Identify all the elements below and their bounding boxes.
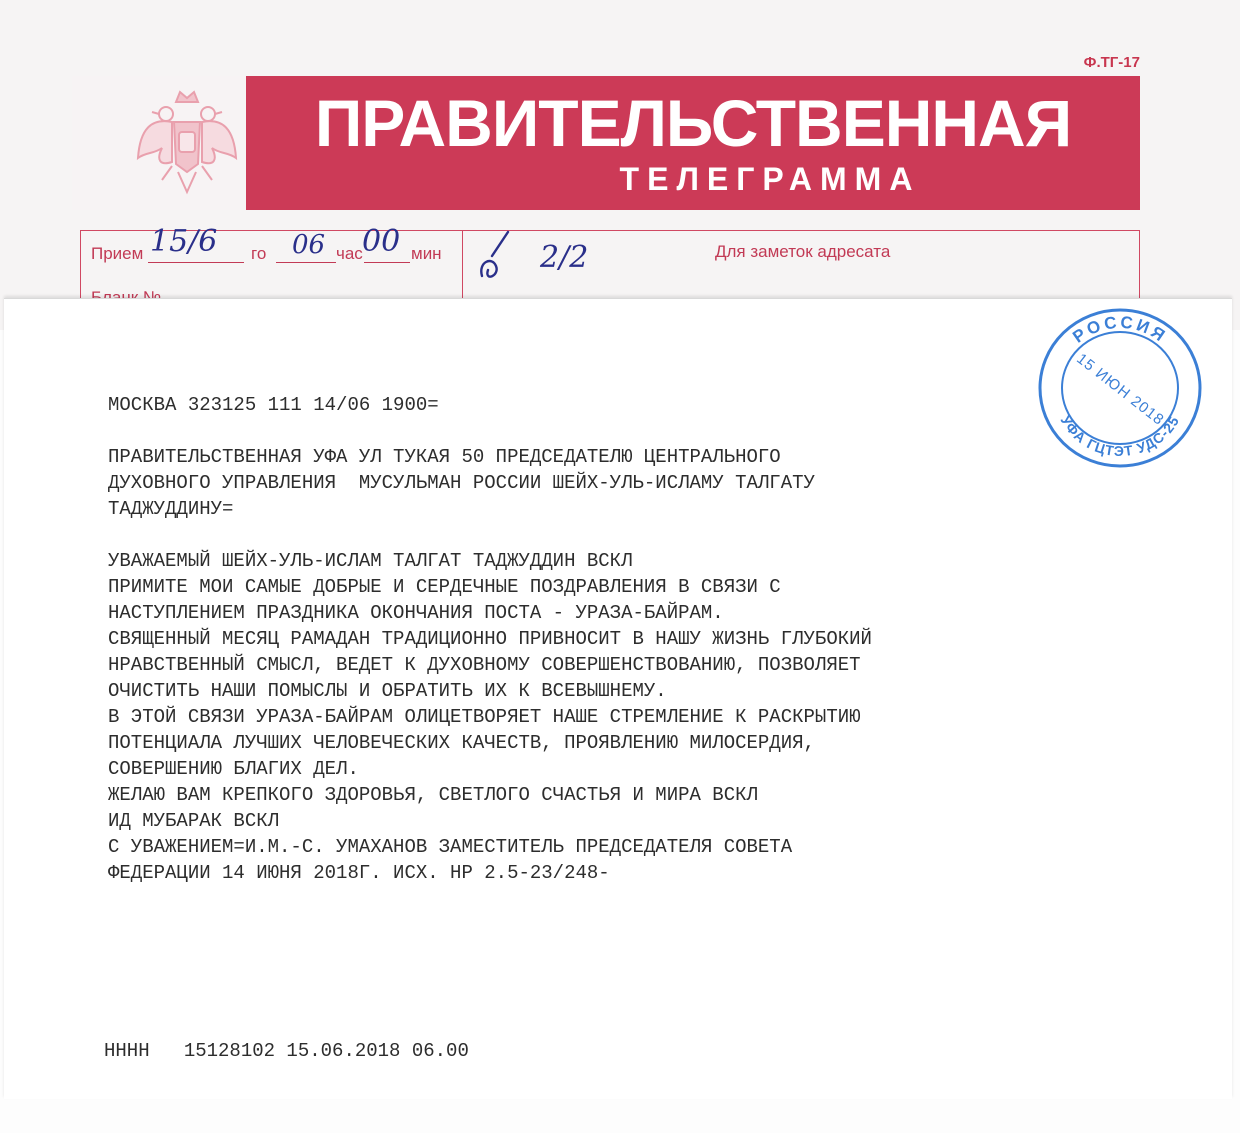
body-line: НРАВСТВЕННЫЙ СМЫСЛ, ВЕДЕТ К ДУХОВНОМУ СОВЕРШЕНСТВОВАНИЮ, ПОЗВОЛЯЕТ	[108, 654, 861, 676]
body-line: ИД МУБАРАК ВСКЛ	[108, 810, 280, 832]
body-line: ЖЕЛАЮ ВАМ КРЕПКОГО ЗДОРОВЬЯ, СВЕТЛОГО СЧАСТЬЯ И МИРА ВСКЛ	[108, 784, 758, 806]
body-line: ФЕДЕРАЦИИ 14 ИЮНЯ 2018Г. ИСХ. НР 2.5-23/248-	[108, 862, 610, 884]
form-subtitle: ТЕЛЕГРАММА	[619, 161, 921, 197]
address-line: ТАДЖУДДИНУ=	[108, 498, 234, 520]
body-line: НАСТУПЛЕНИЕМ ПРАЗДНИКА ОКОНЧАНИЯ ПОСТА - УРАЗА-БАЙРАМ.	[108, 602, 724, 624]
body-line: ПРИМИТЕ МОИ САМЫЕ ДОБРЫЕ И СЕРДЕЧНЫЕ ПОЗДРАВЛЕНИЯ В СВЯЗИ С	[108, 576, 781, 598]
addressee-notes-label: Для заметок адресата	[715, 242, 891, 261]
address-line: ДУХОВНОГО УПРАВЛЕНИЯ МУСУЛЬМАН РОССИИ ШЕЙХ-УЛЬ-ИСЛАМУ ТАЛГАТУ	[108, 472, 815, 494]
stamp-country: РОССИЯ	[1069, 312, 1171, 347]
year-suffix-label: го	[251, 244, 267, 263]
body-line: СОВЕРШЕНИЮ БЛАГИХ ДЕЛ.	[108, 758, 359, 780]
form-title: ПРАВИТЕЛЬСТВЕННАЯ	[314, 86, 1072, 160]
stamp-date: 15 ИЮН 2018	[1073, 350, 1168, 429]
body-line: УВАЖАЕМЫЙ ШЕЙХ-УЛЬ-ИСЛАМ ТАЛГАТ ТАДЖУДДИН ВСКЛ	[108, 550, 633, 572]
telegram-text	[108, 392, 1118, 886]
handwritten-mark-icon	[474, 226, 518, 286]
reception-label: Прием	[91, 244, 144, 263]
postmark-stamp	[1030, 300, 1210, 475]
date-fill-line	[148, 262, 244, 263]
body-line: ОЧИСТИТЬ НАШИ ПОМЫСЛЫ И ОБРАТИТЬ ИХ К ВСЕВЫШНЕМУ.	[108, 680, 667, 702]
hour-label: час	[336, 244, 363, 263]
address-line: ПРАВИТЕЛЬСТВЕННАЯ УФА УЛ ТУКАЯ 50 ПРЕДСЕДАТЕЛЮ ЦЕНТРАЛЬНОГО	[108, 446, 781, 468]
minute-label: мин	[411, 244, 442, 263]
handwritten-minute: 00	[362, 224, 401, 259]
handwritten-date: 15/6	[150, 224, 218, 259]
body-line: ПОТЕНЦИАЛА ЛУЧШИХ ЧЕЛОВЕЧЕСКИХ КАЧЕСТВ, ПРОЯВЛЕНИЮ МИЛОСЕРДИЯ,	[108, 732, 815, 754]
body-line: С УВАЖЕНИЕМ=И.М.-С. УМАХАНОВ ЗАМЕСТИТЕЛЬ ПРЕДСЕДАТЕЛЯ СОВЕТА	[108, 836, 793, 858]
body-line: В ЭТОЙ СВЯЗИ УРАЗА-БАЙРАМ ОЛИЦЕТВОРЯЕТ НАШЕ СТРЕМЛЕНИЕ К РАСКРЫТИЮ	[108, 706, 861, 728]
double-headed-eagle-icon	[132, 88, 242, 200]
hour-fill-line	[276, 262, 336, 263]
telegram-footer: НННН 15128102 15.06.2018 06.00	[104, 1040, 469, 1062]
minute-fill-line	[364, 262, 410, 263]
form-code: Ф.ТГ-17	[1083, 54, 1140, 71]
handwritten-count: 2/2	[540, 240, 589, 275]
stamp-office: УФА ГЦТЭТ УДС-25	[1057, 412, 1183, 460]
body-line: СВЯЩЕННЫЙ МЕСЯЦ РАМАДАН ТРАДИЦИОННО ПРИВНОСИТ В НАШУ ЖИЗНЬ ГЛУБОКИЙ	[108, 628, 872, 650]
telegram-header: МОСКВА 323125 111 14/06 1900=	[108, 394, 439, 416]
handwritten-hour: 06	[292, 230, 326, 260]
